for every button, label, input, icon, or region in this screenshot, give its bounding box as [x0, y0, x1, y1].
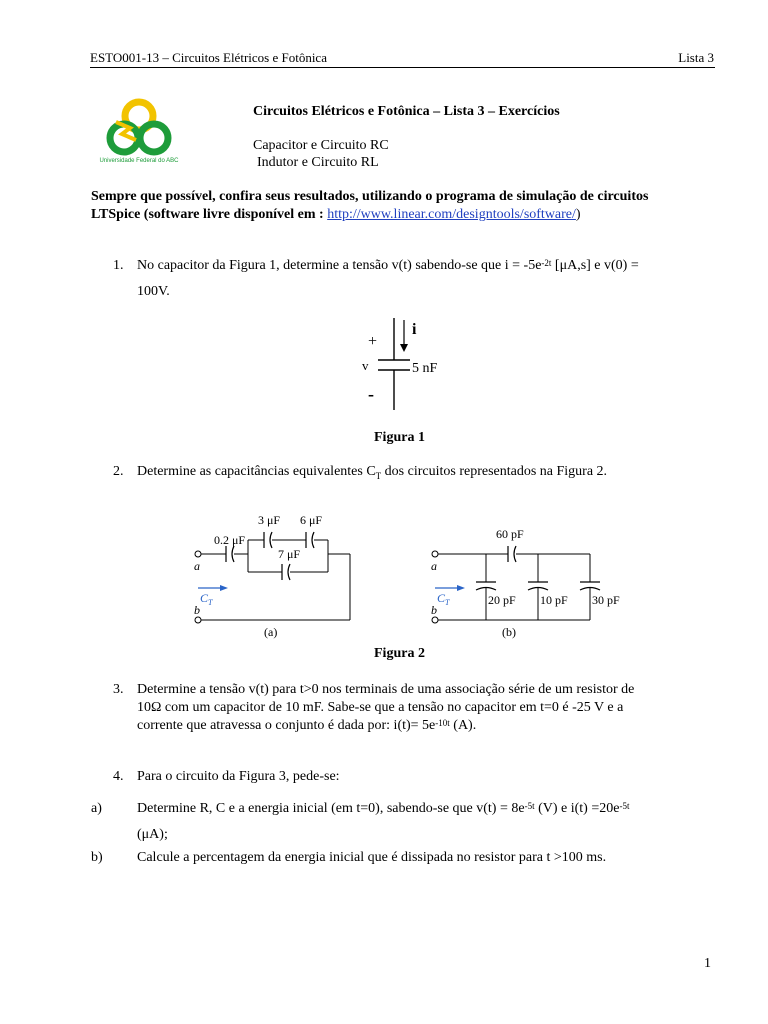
circuit-b-ct-label: [437, 591, 450, 607]
circuit-a-ct-sub: T: [208, 598, 213, 607]
intro-text-2: LTSpice (software livre disponível em :: [91, 207, 328, 222]
circuit-a-label: (a): [264, 625, 278, 639]
q4a-text-1: Determine R, C e a energia inicial (em t=0), sabendo-se que v(t) = 8e: [137, 801, 525, 816]
circuit-b-node-a-label: a: [431, 559, 437, 573]
circuit-a-cap2-curve: [270, 532, 272, 548]
q1-text-c: 100V.: [137, 284, 170, 299]
circuit-a-c4-label: 7 μF: [278, 547, 301, 561]
circuit-a-node-a: [195, 551, 201, 557]
question-3-text: [137, 681, 715, 735]
question-3: [115, 681, 715, 735]
header-rule: [90, 67, 715, 68]
circuit-a-cap4-curve: [288, 564, 290, 580]
question-4b: [91, 845, 715, 871]
circuit-b-ct-sub: T: [445, 598, 450, 607]
question-4a: [91, 796, 715, 848]
question-1-number: 1.: [113, 258, 124, 273]
q4a-exponent-2: -5t: [619, 801, 630, 811]
circuit-a-ct: C: [200, 591, 209, 605]
circuit-b-node-b: [432, 617, 438, 623]
question-4-text: Para o circuito da Figura 3, pede-se:: [137, 769, 340, 784]
question-4b-text: Calcule a percentagem da energia inicial que é dissipada no resistor para t >100 ms.: [137, 850, 607, 865]
circuit-b-label: (b): [502, 625, 516, 639]
q3-line-2: 10Ω com um capacitor de 10 mF. Sabe-se que a tensão no capacitor em t=0 é -25 V e a: [137, 700, 624, 715]
fig1-i: i: [412, 321, 417, 338]
topic-indutor: Indutor e Circuito RL: [257, 155, 379, 170]
intro-text-3: ): [575, 207, 581, 222]
q3-line-3a: corrente que atravessa o conjunto é dada por: i(t)= 5e: [137, 718, 436, 733]
question-2-text: [137, 459, 715, 489]
q4a-text-2: (V) e i(t) =20e: [534, 801, 620, 816]
q2-text-b: dos circuitos representados na Figura 2.: [381, 464, 608, 479]
q4a-text-3: (μA);: [137, 827, 168, 842]
question-4a-label: a): [91, 801, 102, 816]
circuit-b-ct: C: [437, 591, 446, 605]
circuit-a-node-b-label: b: [194, 603, 200, 617]
fig1-v: v: [362, 358, 369, 373]
intro-paragraph: [91, 188, 716, 224]
figure-1-caption: Figura 1: [374, 430, 425, 445]
question-2: [115, 459, 715, 489]
fig1-arrow-head: [400, 344, 408, 352]
circuit-a: [194, 513, 350, 639]
ufabc-logo: [96, 96, 182, 170]
page-number: 1: [704, 956, 711, 971]
q2-text-a: Determine as capacitâncias equivalentes C: [137, 464, 376, 479]
fig1-plus: +: [368, 333, 378, 350]
figure-2: [190, 508, 640, 649]
q4a-exponent-1: -5t: [524, 801, 535, 811]
intro-text-1: Sempre que possível, confira seus resultados, utilizando o programa de simulação de circuitos: [91, 189, 649, 204]
q1-text-b: [μA,s] e v(0) =: [551, 258, 639, 273]
q3-line-1: Determine a tensão v(t) para t>0 nos terminais de uma associação série de um resistor de: [137, 682, 635, 697]
circuit-a-node-b: [195, 617, 201, 623]
q3-line-3b: (A).: [449, 718, 477, 733]
figure-2-caption: Figura 2: [374, 646, 425, 661]
header-course: ESTO001-13 – Circuitos Elétricos e Fotônica: [90, 50, 327, 65]
circuit-b-c3-label: 10 pF: [540, 593, 568, 607]
circuit-b-ct-arrow-head: [457, 585, 465, 591]
topic-capacitor: Capacitor e Circuito RC: [253, 138, 389, 153]
circuit-b-c2-label: 20 pF: [488, 593, 516, 607]
circuit-a-cap3-curve: [312, 532, 314, 548]
logo-ring-right: [140, 124, 168, 152]
page-title: Circuitos Elétricos e Fotônica – Lista 3 – Exercícios: [253, 104, 560, 119]
circuit-b: [431, 527, 620, 639]
question-1-text: [137, 253, 715, 305]
circuit-b-c1-label: 60 pF: [496, 527, 524, 541]
figure-1: [338, 312, 448, 421]
circuit-a-cap1-curve: [232, 546, 234, 562]
logo-text: Universidade Federal do ABC: [99, 158, 179, 164]
question-4a-text: [137, 796, 715, 848]
q1-exponent: -2t: [541, 258, 552, 268]
question-4b-label: b): [91, 850, 103, 865]
circuit-b-node-b-label: b: [431, 603, 437, 617]
q3-exponent: -10t: [435, 718, 450, 728]
q1-text-a: No capacitor da Figura 1, determine a tensão v(t) sabendo-se que i = -5e: [137, 258, 542, 273]
circuit-b-node-a: [432, 551, 438, 557]
circuit-a-ct-label: [200, 591, 213, 607]
circuit-b-c4-label: 30 pF: [592, 593, 620, 607]
q2-subscript: T: [375, 470, 382, 481]
fig1-cap-label: 5 nF: [412, 361, 438, 376]
question-1: [115, 253, 715, 305]
circuit-a-c2-label: 3 μF: [258, 513, 281, 527]
question-4-number: 4.: [113, 769, 124, 784]
circuit-a-node-a-label: a: [194, 559, 200, 573]
circuit-b-cap1-curve: [514, 546, 516, 562]
question-2-number: 2.: [113, 464, 124, 479]
circuit-a-c3-label: 6 μF: [300, 513, 323, 527]
question-3-number: 3.: [113, 682, 124, 697]
ltspice-link[interactable]: http://www.linear.com/designtools/software/: [327, 207, 576, 222]
circuit-a-c1-label: 0.2 μF: [214, 533, 246, 547]
header-list: Lista 3: [678, 50, 714, 65]
fig1-minus: -: [368, 384, 374, 404]
circuit-a-ct-arrow-head: [220, 585, 228, 591]
question-4: [115, 764, 715, 790]
